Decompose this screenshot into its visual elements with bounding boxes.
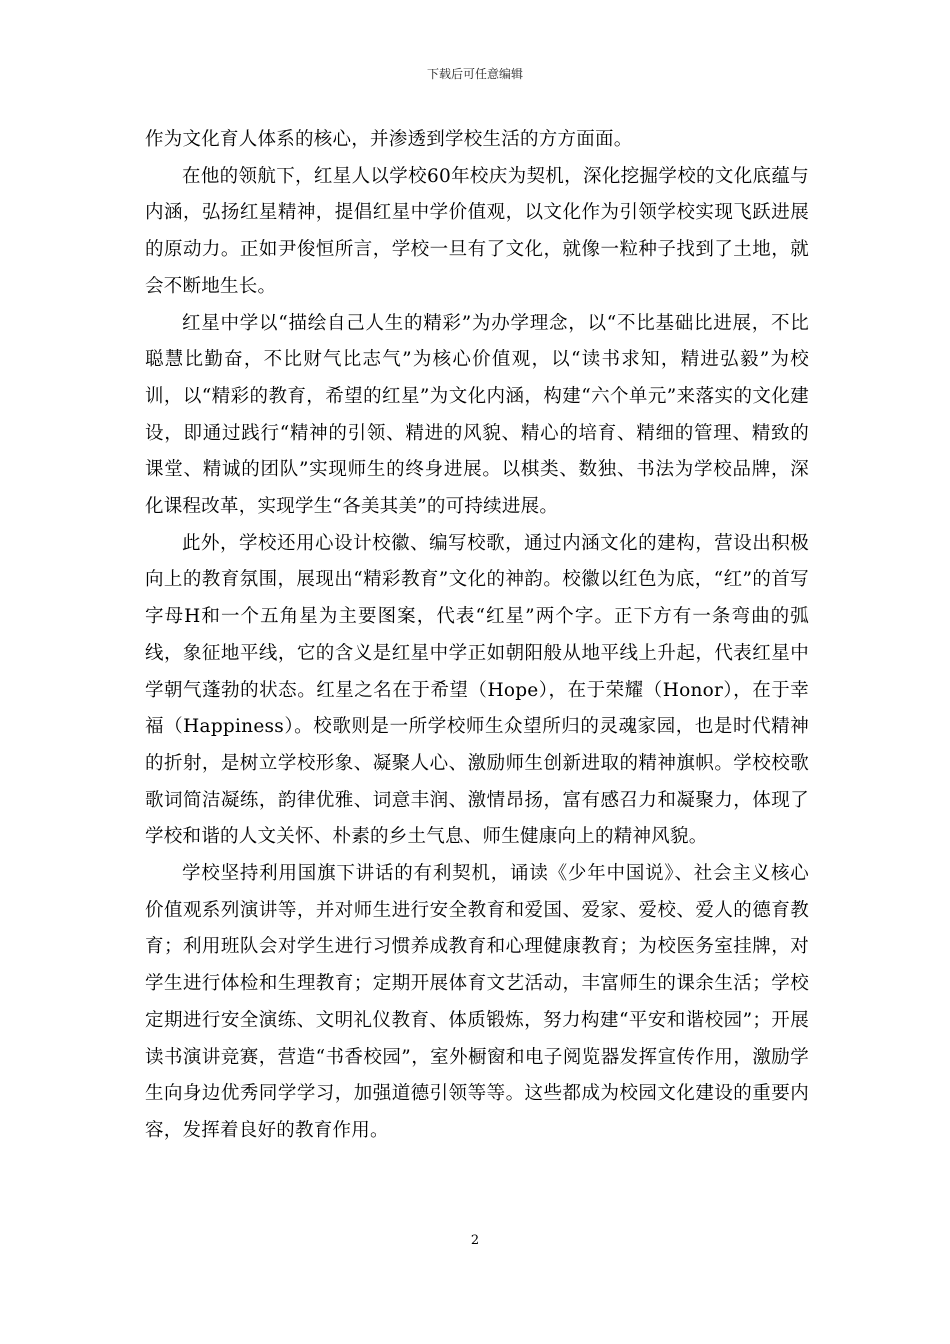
paragraph-emblem-and-song: 此外，学校还用心设计校徽、编写校歌，通过内涵文化的建构，营设出积极向上的教育氛围，展现出“精彩教育”文化的神韵。校徽以红色为底，“红”的首写字母H和一个五角星为主要图案，代表“红星”两个字。正下方有一条弯曲的弧线，象征地平线，它的含义是红星中学正如朝阳般从地平线上升起，代表红星中学朝气蓬勃的状态。红星之名在于希望（Hope），在于荣耀（Honor），在于幸福（Happiness）。校歌则是一所学校师生众望所归的灵魂家园，也是时代精神的折射，是树立学校形象、凝聚人心、激励师生创新进取的精神旗帜。学校校歌歌词简洁凝练，韵律优雅、词意丰润、激情昂扬，富有感召力和凝聚力，体现了学校和谐的人文关怀、朴素的乡土气息、师生健康向上的精神风貌。 xyxy=(145,532,809,848)
paragraph-school-philosophy: 红星中学以“描绘自己人生的精彩”为办学理念，以“不比基础比进展，不比聪慧比勤奋，不比财气比志气”为核心价值观，以“读书求知，精进弘毅”为校训，以“精彩的教育，希望的红星”为文化内涵，构建“六个单元”来落实的文化建设，即通过践行“精神的引领、精进的风貌、精心的培育、精细的管理、精致的课堂、精诚的团队”实现师生的终身进展。以棋类、数独、书法为学校品牌，深化课程改革，实现学生“各美其美”的可持续进展。 xyxy=(145,312,809,518)
page-number: 2 xyxy=(470,1233,480,1248)
paragraph-continuation: 作为文化育人体系的核心，并渗透到学校生活的方方面面。 xyxy=(145,129,633,150)
page-header: 下载后可任意编辑 xyxy=(426,67,523,81)
document-body xyxy=(145,122,809,1150)
paragraph-activities: 学校坚持利用国旗下讲话的有利契机，诵读《少年中国说》、社会主义核心价值观系列演讲等，并对师生进行安全教育和爱国、爱家、爱校、爱人的德育教育；利用班队会对学生进行习惯养成教育和心理健康教育；为校医务室挂牌，对学生进行体检和生理教育；定期开展体育文艺活动，丰富师生的课余生活；学校定期进行安全演练、文明礼仪教育、体质锻炼，努力构建“平安和谐校园”；开展读书演讲竞赛，营造“书香校园”，室外橱窗和电子阅览器发挥宣传作用，激励学生向身边优秀同学学习，加强道德引领等等。这些都成为校园文化建设的重要内容，发挥着良好的教育作用。 xyxy=(145,863,809,1141)
paragraph-leadership: 在他的领航下，红星人以学校60年校庆为契机，深化挖掘学校的文化底蕴与内涵，弘扬红星精神，提倡红星中学价值观，以文化作为引领学校实现飞跃进展的原动力。正如尹俊恒所言，学校一旦有了文化，就像一粒种子找到了土地，就会不断地生长。 xyxy=(145,165,809,297)
